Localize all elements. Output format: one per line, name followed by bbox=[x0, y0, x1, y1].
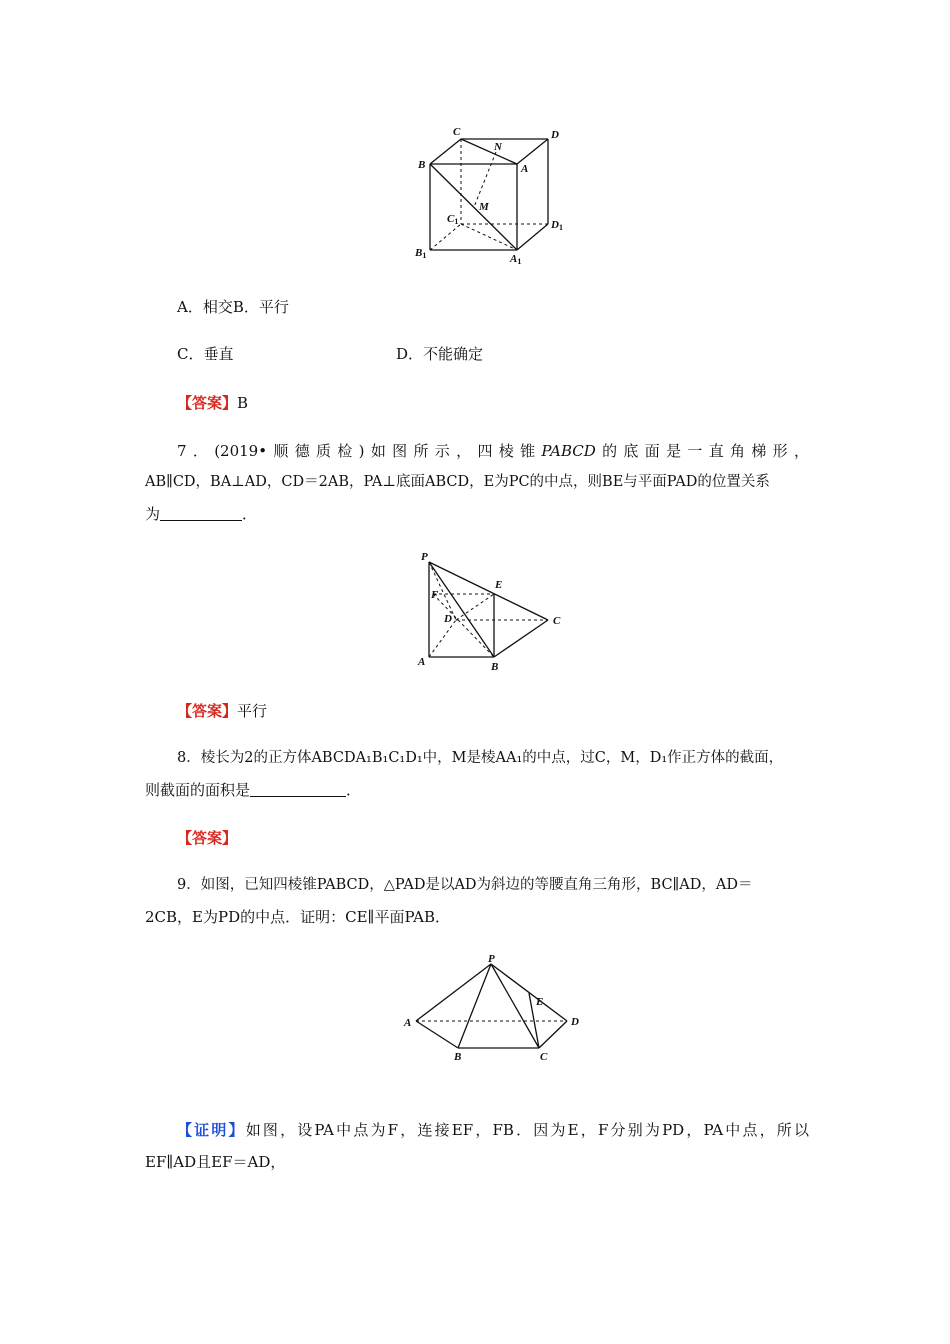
q8-line-2: 则截面的面积是 ． bbox=[145, 781, 362, 799]
cube-label-m: M bbox=[479, 201, 489, 213]
answer-tag: 【答案】 bbox=[177, 702, 238, 720]
cube-figure bbox=[400, 120, 580, 270]
pyr1-label-c: C bbox=[553, 615, 561, 627]
pyr1-label-d: D bbox=[444, 613, 452, 625]
cube-label-b: B bbox=[418, 159, 426, 171]
pyramid-figure-2 bbox=[398, 950, 588, 1060]
proof-line-2: EF∥AD且EF＝AD， bbox=[145, 1153, 286, 1171]
answer-blank bbox=[250, 782, 346, 797]
pyr2-label-d: D bbox=[571, 1016, 579, 1028]
proof-tag: 【证明】 bbox=[177, 1121, 246, 1139]
pyr2-label-b: B bbox=[454, 1051, 462, 1060]
cube-label-d: D bbox=[551, 129, 559, 141]
pyr2-label-a: A bbox=[404, 1017, 412, 1029]
q6-answer bbox=[177, 392, 248, 414]
cube-label-a1: A1 bbox=[510, 253, 522, 266]
q6-option-d: D．不能确定 bbox=[396, 345, 484, 363]
q7-answer bbox=[177, 700, 267, 722]
pyr1-label-e: E bbox=[495, 579, 503, 591]
q7-line-1: 7．(2019•顺德质检)如图所示，四棱锥PABCD的底面是一直角梯形， bbox=[177, 442, 809, 460]
q9-line-1: 9．如图，已知四棱锥PABCD，△PAD是以AD为斜边的等腰直角三角形，BC∥AD，AD＝ bbox=[177, 877, 753, 893]
q8-line-1: 8．棱长为2的正方体ABCDA₁B₁C₁D₁中，M是棱AA₁的中点，过C，M，D₁作正方体的截面， bbox=[177, 750, 784, 766]
q6-option-a: A．相交 bbox=[177, 298, 233, 316]
pyr2-label-c: C bbox=[540, 1051, 548, 1060]
pyr1-label-a: A bbox=[418, 656, 426, 668]
q6-option-b: B．平行 bbox=[232, 298, 289, 316]
answer-blank bbox=[160, 506, 242, 521]
proof-line-1: 【证明】如图，设PA中点为F，连接EF，FB．因为E，F分别为PD，PA中点，所以 bbox=[177, 1121, 809, 1139]
pyr2-label-p: P bbox=[488, 953, 495, 965]
q9-line-2: 2CB，E为PD的中点．证明：CE∥平面PAB． bbox=[145, 908, 451, 926]
answer-value: 平行 bbox=[237, 702, 268, 720]
cube-label-c: C bbox=[453, 126, 461, 138]
pyr1-label-f: F bbox=[431, 589, 439, 601]
pyr2-label-e: E bbox=[536, 996, 544, 1008]
answer-tag: 【答案】 bbox=[177, 394, 238, 412]
q6-option-c: C．垂直 bbox=[177, 345, 234, 363]
answer-tag: 【答案】 bbox=[177, 829, 238, 847]
q7-line-3: 为 ． bbox=[145, 505, 258, 523]
pyr1-label-b: B bbox=[491, 661, 499, 673]
pyramid-figure-1 bbox=[410, 548, 570, 673]
cube-label-n: N bbox=[494, 141, 502, 153]
pyr1-label-p: P bbox=[421, 551, 428, 563]
cube-label-c1: C1 bbox=[447, 213, 459, 226]
cube-label-a: A bbox=[521, 163, 529, 175]
cube-label-d1: D1 bbox=[551, 219, 563, 232]
q6-option-row-1 bbox=[177, 296, 289, 318]
q8-answer bbox=[177, 827, 237, 849]
cube-label-b1: B1 bbox=[415, 247, 427, 260]
answer-value: B bbox=[237, 394, 249, 412]
q7-line-2: AB∥CD，BA⊥AD，CD＝2AB，PA⊥底面ABCD，E为PC的中点，则BE与平面PAD的位置关系 bbox=[145, 474, 770, 490]
